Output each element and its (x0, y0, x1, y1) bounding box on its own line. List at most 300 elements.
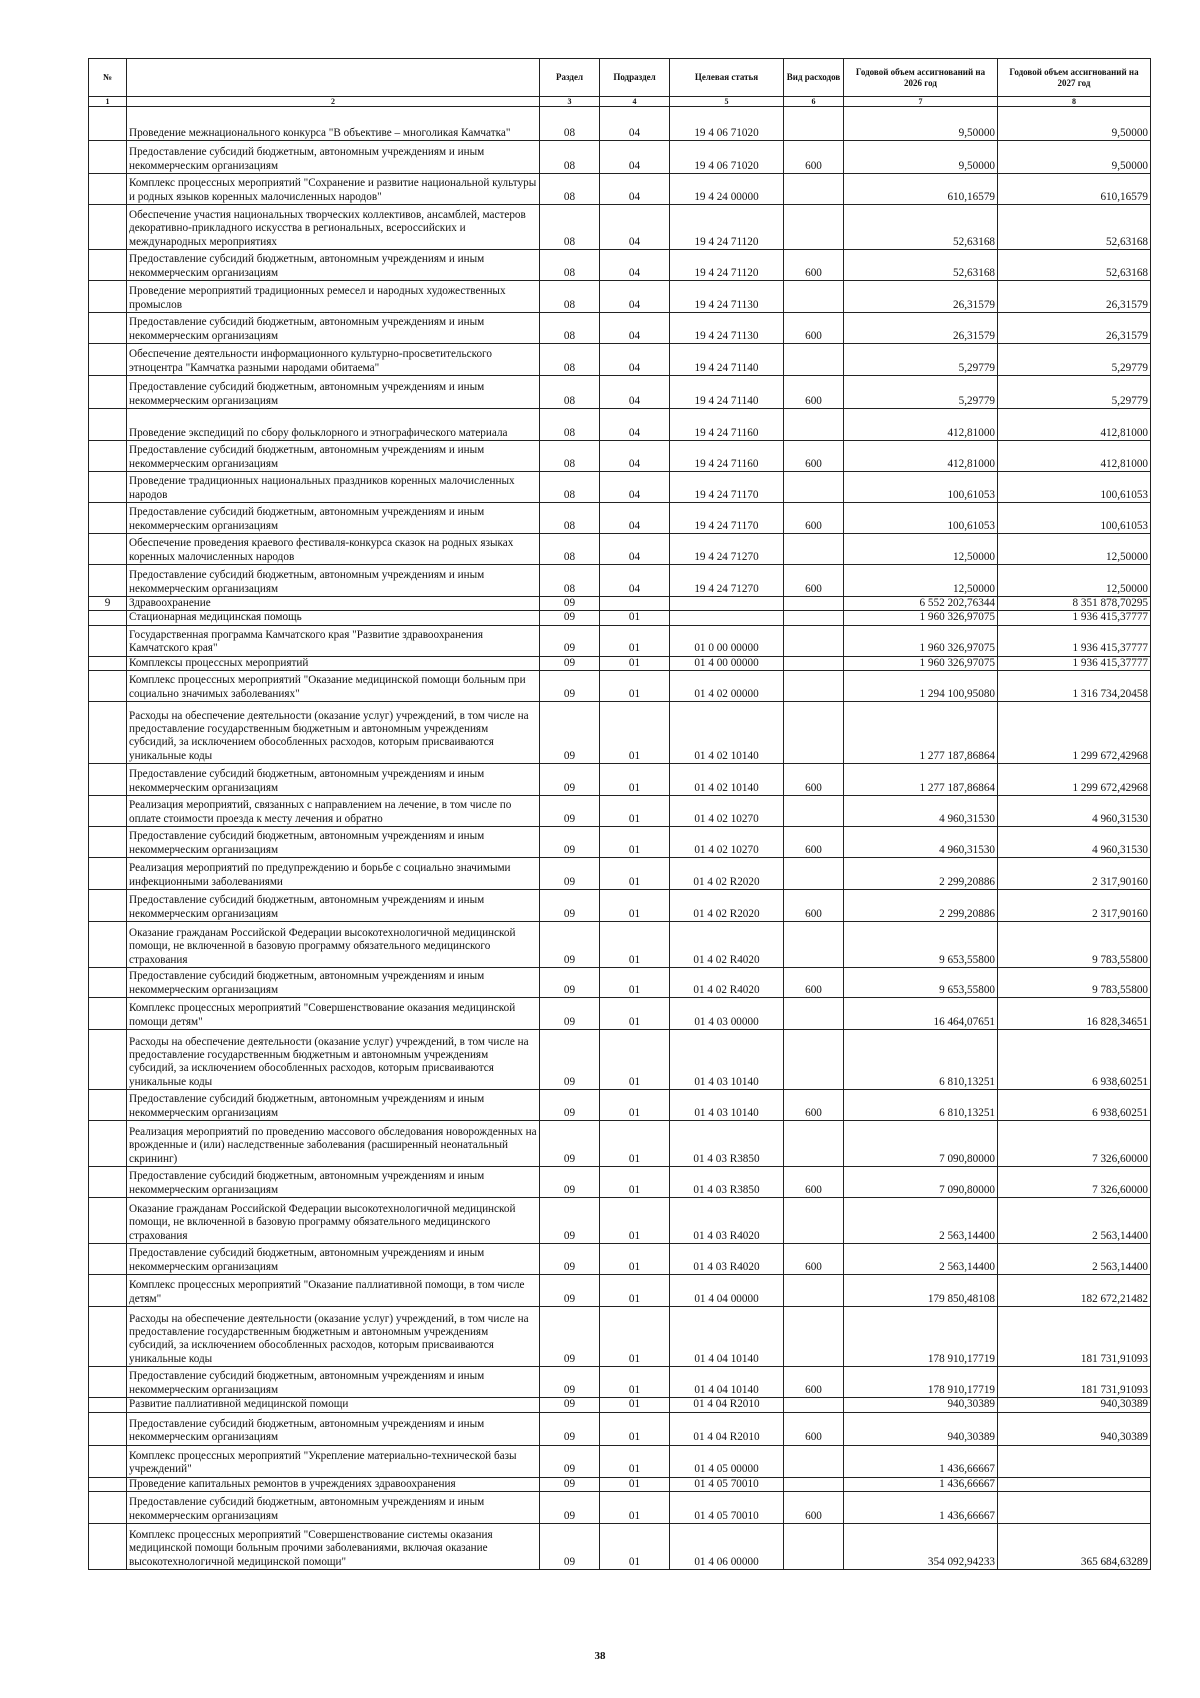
row-podrazdel: 01 (600, 1121, 670, 1167)
row-statya: 01 4 04 R2010 (670, 1412, 784, 1445)
row-vid (784, 1477, 844, 1491)
row-statya: 01 4 04 R2010 (670, 1398, 784, 1412)
row-number (89, 344, 127, 376)
row-statya: 19 4 24 71160 (670, 409, 784, 441)
row-number (89, 890, 127, 922)
row-value-2027: 9 783,55800 (998, 922, 1151, 968)
row-name: Предоставление субсидий бюджетным, автономным учреждениям и иным некоммерческим организациям (127, 968, 540, 998)
row-value-2027: 26,31579 (998, 281, 1151, 313)
row-value-2026: 1 436,66667 (844, 1492, 998, 1524)
row-razdel: 08 (540, 281, 600, 313)
row-value-2026: 9 653,55800 (844, 922, 998, 968)
table-row (89, 174, 1151, 205)
row-value-2027: 5,29779 (998, 344, 1151, 376)
row-vid: 600 (784, 827, 844, 858)
row-name: Реализация мероприятий по проведению массового обследования новорожденных на врожденные и (или) наследственные заболевания (расширенный неонатальный скрининг) (127, 1121, 540, 1167)
row-razdel: 09 (540, 1492, 600, 1524)
row-value-2026: 2 299,20886 (844, 858, 998, 890)
row-vid (784, 1307, 844, 1367)
row-value-2027: 6 938,60251 (998, 1030, 1151, 1090)
col-header-name (127, 59, 540, 97)
row-vid (784, 107, 844, 141)
row-statya: 01 4 05 00000 (670, 1445, 784, 1477)
col-number-3: 3 (540, 97, 600, 107)
col-header-statya: Целевая статья (670, 59, 784, 97)
row-value-2027: 181 731,91093 (998, 1307, 1151, 1367)
row-razdel: 09 (540, 1275, 600, 1307)
table-row (89, 205, 1151, 250)
row-podrazdel: 04 (600, 250, 670, 281)
table-row (89, 1090, 1151, 1121)
row-number (89, 1275, 127, 1307)
row-statya: 01 0 00 00000 (670, 625, 784, 656)
row-vid (784, 344, 844, 376)
row-value-2026: 7 090,80000 (844, 1121, 998, 1167)
row-value-2027 (998, 1492, 1151, 1524)
row-vid: 600 (784, 968, 844, 998)
header-numbers-row (89, 97, 1151, 107)
row-statya: 01 4 03 R4020 (670, 1244, 784, 1275)
row-podrazdel: 04 (600, 313, 670, 344)
row-statya: 01 4 02 00000 (670, 671, 784, 702)
table-row (89, 1398, 1151, 1412)
table-row (89, 250, 1151, 281)
row-podrazdel: 04 (600, 141, 670, 174)
row-statya: 19 4 24 71130 (670, 281, 784, 313)
row-name: Государственная программа Камчатского края "Развитие здравоохранения Камчатского края" (127, 625, 540, 656)
row-vid (784, 534, 844, 565)
row-statya: 01 4 00 00000 (670, 656, 784, 670)
row-number (89, 702, 127, 764)
table-row (89, 344, 1151, 376)
row-vid (784, 174, 844, 205)
row-statya: 19 4 24 71170 (670, 472, 784, 503)
row-value-2026: 940,30389 (844, 1412, 998, 1445)
col-number-1: 1 (89, 97, 127, 107)
row-value-2027: 1 299 672,42968 (998, 702, 1151, 764)
row-value-2027: 52,63168 (998, 250, 1151, 281)
table-row (89, 597, 1151, 611)
row-statya: 01 4 05 70010 (670, 1477, 784, 1491)
row-value-2027: 412,81000 (998, 441, 1151, 472)
row-number (89, 1307, 127, 1367)
row-value-2027: 6 938,60251 (998, 1090, 1151, 1121)
table-row (89, 1030, 1151, 1090)
row-value-2026: 1 294 100,95080 (844, 671, 998, 702)
row-value-2026: 16 464,07651 (844, 998, 998, 1030)
table-row (89, 376, 1151, 409)
row-statya: 19 4 24 71130 (670, 313, 784, 344)
row-podrazdel: 01 (600, 611, 670, 625)
row-value-2026: 1 960 326,97075 (844, 656, 998, 670)
row-vid: 600 (784, 1167, 844, 1198)
row-podrazdel: 01 (600, 998, 670, 1030)
row-value-2027: 182 672,21482 (998, 1275, 1151, 1307)
table-row (89, 1121, 1151, 1167)
row-vid (784, 409, 844, 441)
row-statya: 01 4 02 10270 (670, 796, 784, 827)
row-value-2027: 1 299 672,42968 (998, 764, 1151, 796)
row-value-2026: 6 552 202,76344 (844, 597, 998, 611)
row-vid (784, 998, 844, 1030)
row-razdel: 08 (540, 205, 600, 250)
row-value-2026: 9,50000 (844, 107, 998, 141)
row-razdel: 09 (540, 611, 600, 625)
row-podrazdel: 01 (600, 1445, 670, 1477)
row-number: 9 (89, 597, 127, 611)
row-razdel: 09 (540, 796, 600, 827)
row-razdel: 09 (540, 1398, 600, 1412)
row-value-2027: 5,29779 (998, 376, 1151, 409)
row-number (89, 998, 127, 1030)
row-vid: 600 (784, 764, 844, 796)
row-statya: 01 4 02 10140 (670, 702, 784, 764)
row-statya: 01 4 02 R2020 (670, 890, 784, 922)
row-vid (784, 1030, 844, 1090)
row-name: Предоставление субсидий бюджетным, автономным учреждениям и иным некоммерческим организациям (127, 827, 540, 858)
row-razdel: 08 (540, 250, 600, 281)
table-row (89, 998, 1151, 1030)
row-number (89, 472, 127, 503)
row-razdel: 09 (540, 890, 600, 922)
row-razdel: 08 (540, 174, 600, 205)
col-number-5: 5 (670, 97, 784, 107)
col-number-2: 2 (127, 97, 540, 107)
row-value-2027: 365 684,63289 (998, 1524, 1151, 1570)
row-razdel: 09 (540, 1445, 600, 1477)
row-podrazdel: 01 (600, 1030, 670, 1090)
row-value-2026: 9 653,55800 (844, 968, 998, 998)
row-value-2027: 4 960,31530 (998, 827, 1151, 858)
row-value-2027: 940,30389 (998, 1398, 1151, 1412)
row-razdel: 09 (540, 702, 600, 764)
row-value-2026: 52,63168 (844, 205, 998, 250)
row-vid: 600 (784, 1412, 844, 1445)
table-row (89, 827, 1151, 858)
row-name: Предоставление субсидий бюджетным, автономным учреждениям и иным некоммерческим организациям (127, 1367, 540, 1398)
row-statya (670, 597, 784, 611)
row-name: Обеспечение проведения краевого фестиваля-конкурса сказок на родных языках коренных малочисленных народов (127, 534, 540, 565)
row-value-2026: 2 563,14400 (844, 1198, 998, 1244)
row-razdel: 08 (540, 376, 600, 409)
row-number (89, 764, 127, 796)
row-vid (784, 1524, 844, 1570)
row-name: Стационарная медицинская помощь (127, 611, 540, 625)
row-value-2026: 26,31579 (844, 313, 998, 344)
row-vid: 600 (784, 565, 844, 597)
row-podrazdel: 01 (600, 625, 670, 656)
row-name: Проведение капитальных ремонтов в учреждениях здравоохранения (127, 1477, 540, 1491)
row-value-2027: 940,30389 (998, 1412, 1151, 1445)
row-name: Комплекс процессных мероприятий "Совершенствование оказания медицинской помощи детям" (127, 998, 540, 1030)
table-row (89, 1445, 1151, 1477)
row-name: Оказание гражданам Российской Федерации высокотехнологичной медицинской помощи, не включенной в базовую программу обязательного медицинского страхования (127, 1198, 540, 1244)
row-podrazdel: 01 (600, 858, 670, 890)
col-number-4: 4 (600, 97, 670, 107)
row-number (89, 611, 127, 625)
table-row (89, 968, 1151, 998)
row-value-2026: 9,50000 (844, 141, 998, 174)
row-statya: 01 4 03 10140 (670, 1090, 784, 1121)
row-number (89, 1198, 127, 1244)
row-number (89, 1492, 127, 1524)
row-value-2026: 1 277 187,86864 (844, 764, 998, 796)
row-podrazdel: 01 (600, 1275, 670, 1307)
row-podrazdel: 01 (600, 968, 670, 998)
row-value-2026: 2 299,20886 (844, 890, 998, 922)
row-statya: 01 4 03 10140 (670, 1030, 784, 1090)
row-number (89, 1398, 127, 1412)
row-number (89, 141, 127, 174)
row-number (89, 656, 127, 670)
row-value-2026: 1 277 187,86864 (844, 702, 998, 764)
row-name: Предоставление субсидий бюджетным, автономным учреждениям и иным некоммерческим организациям (127, 503, 540, 534)
row-value-2027: 9 783,55800 (998, 968, 1151, 998)
table-row (89, 1307, 1151, 1367)
table-row (89, 565, 1151, 597)
row-statya: 19 4 24 71140 (670, 344, 784, 376)
row-podrazdel: 01 (600, 922, 670, 968)
row-value-2027: 26,31579 (998, 313, 1151, 344)
row-vid (784, 922, 844, 968)
row-vid (784, 796, 844, 827)
table-row (89, 313, 1151, 344)
row-podrazdel: 01 (600, 827, 670, 858)
row-value-2027: 9,50000 (998, 141, 1151, 174)
page-number: 38 (594, 1650, 606, 1662)
row-name: Проведение экспедиций по сбору фольклорного и этнографического материала (127, 409, 540, 441)
row-number (89, 1090, 127, 1121)
row-vid (784, 656, 844, 670)
row-number (89, 922, 127, 968)
row-number (89, 205, 127, 250)
table-row (89, 141, 1151, 174)
row-vid (784, 671, 844, 702)
table-row (89, 107, 1151, 141)
row-name: Предоставление субсидий бюджетным, автономным учреждениям и иным некоммерческим организациям (127, 441, 540, 472)
table-row (89, 441, 1151, 472)
row-podrazdel: 01 (600, 890, 670, 922)
row-vid (784, 702, 844, 764)
row-number (89, 968, 127, 998)
row-value-2026: 178 910,17719 (844, 1307, 998, 1367)
row-razdel: 09 (540, 597, 600, 611)
row-statya: 01 4 06 00000 (670, 1524, 784, 1570)
row-statya: 01 4 03 R4020 (670, 1198, 784, 1244)
row-value-2027: 52,63168 (998, 205, 1151, 250)
table-row (89, 890, 1151, 922)
row-value-2026: 940,30389 (844, 1398, 998, 1412)
row-name: Комплекс процессных мероприятий "Сохранение и развитие национальной культуры и родных языков коренных малочисленных народов" (127, 174, 540, 205)
row-podrazdel: 04 (600, 344, 670, 376)
row-vid (784, 1445, 844, 1477)
row-name: Предоставление субсидий бюджетным, автономным учреждениям и иным некоммерческим организациям (127, 565, 540, 597)
row-podrazdel (600, 597, 670, 611)
row-statya: 19 4 24 71140 (670, 376, 784, 409)
row-podrazdel: 04 (600, 409, 670, 441)
table-row (89, 702, 1151, 764)
table-row (89, 1492, 1151, 1524)
row-vid: 600 (784, 250, 844, 281)
row-podrazdel: 01 (600, 764, 670, 796)
table-header (89, 59, 1151, 107)
row-value-2026: 1 960 326,97075 (844, 625, 998, 656)
row-number (89, 1367, 127, 1398)
row-value-2026: 100,61053 (844, 503, 998, 534)
row-razdel: 09 (540, 656, 600, 670)
row-statya: 01 4 02 R4020 (670, 922, 784, 968)
row-number (89, 534, 127, 565)
row-statya: 01 4 03 00000 (670, 998, 784, 1030)
row-statya: 19 4 24 71160 (670, 441, 784, 472)
row-name: Комплекс процессных мероприятий "Укрепление материально-технической базы учреждений" (127, 1445, 540, 1477)
row-razdel: 09 (540, 671, 600, 702)
row-razdel: 09 (540, 1307, 600, 1367)
col-header-razdel: Раздел (540, 59, 600, 97)
row-statya: 01 4 03 R3850 (670, 1121, 784, 1167)
row-name: Проведение традиционных национальных праздников коренных малочисленных народов (127, 472, 540, 503)
row-value-2026: 2 563,14400 (844, 1244, 998, 1275)
row-vid (784, 611, 844, 625)
row-value-2027: 4 960,31530 (998, 796, 1151, 827)
row-razdel: 09 (540, 1121, 600, 1167)
row-razdel: 08 (540, 409, 600, 441)
row-value-2027: 610,16579 (998, 174, 1151, 205)
table-row (89, 1477, 1151, 1491)
row-value-2027: 2 317,90160 (998, 890, 1151, 922)
row-statya: 01 4 02 10140 (670, 764, 784, 796)
row-vid (784, 472, 844, 503)
row-value-2027: 1 316 734,20458 (998, 671, 1151, 702)
col-number-7: 7 (844, 97, 998, 107)
row-name: Комплекс процессных мероприятий "Оказание медицинской помощи больным при социально значимых заболеваниях" (127, 671, 540, 702)
row-vid: 600 (784, 141, 844, 174)
row-name: Предоставление субсидий бюджетным, автономным учреждениям и иным некоммерческим организациям (127, 313, 540, 344)
row-name: Расходы на обеспечение деятельности (оказание услуг) учреждений, в том числе на предоставление государственным бюджетным и автономным учреждениям субсидий, за исключением обособленных расходов, которым присваиваются уникальные коды (127, 1307, 540, 1367)
table-row (89, 858, 1151, 890)
row-value-2027 (998, 1477, 1151, 1491)
table-row (89, 611, 1151, 625)
row-podrazdel: 04 (600, 534, 670, 565)
table-row (89, 1244, 1151, 1275)
row-vid (784, 1198, 844, 1244)
row-vid (784, 625, 844, 656)
row-vid: 600 (784, 313, 844, 344)
row-number (89, 250, 127, 281)
row-name: Обеспечение участия национальных творческих коллективов, ансамблей, мастеров декоративно-прикладного искусства в региональных, всероссийских и международных мероприятиях (127, 205, 540, 250)
row-value-2026: 412,81000 (844, 409, 998, 441)
row-podrazdel: 01 (600, 1412, 670, 1445)
row-number (89, 1167, 127, 1198)
row-razdel: 08 (540, 565, 600, 597)
table-row (89, 472, 1151, 503)
row-razdel: 08 (540, 141, 600, 174)
row-number (89, 827, 127, 858)
row-statya: 19 4 06 71020 (670, 107, 784, 141)
row-number (89, 503, 127, 534)
col-header-2027: Годовой объем ассигнований на 2027 год (998, 59, 1151, 97)
row-name: Комплексы процессных мероприятий (127, 656, 540, 670)
row-value-2026: 26,31579 (844, 281, 998, 313)
row-vid: 600 (784, 1090, 844, 1121)
row-name: Предоставление субсидий бюджетным, автономным учреждениям и иным некоммерческим организациям (127, 1090, 540, 1121)
row-vid: 600 (784, 890, 844, 922)
row-razdel: 08 (540, 472, 600, 503)
row-podrazdel: 04 (600, 174, 670, 205)
table-row (89, 1167, 1151, 1198)
row-name: Реализация мероприятий по предупреждению и борьбе с социально значимыми инфекционными заболеваниями (127, 858, 540, 890)
row-vid (784, 597, 844, 611)
row-vid (784, 281, 844, 313)
row-value-2026: 12,50000 (844, 534, 998, 565)
col-header-vid: Вид расходов (784, 59, 844, 97)
row-razdel: 09 (540, 1367, 600, 1398)
row-number (89, 625, 127, 656)
row-razdel: 09 (540, 968, 600, 998)
row-razdel: 09 (540, 827, 600, 858)
row-number (89, 1030, 127, 1090)
row-name: Предоставление субсидий бюджетным, автономным учреждениям и иным некоммерческим организациям (127, 376, 540, 409)
col-number-8: 8 (998, 97, 1151, 107)
row-statya: 19 4 24 71120 (670, 250, 784, 281)
row-value-2026: 4 960,31530 (844, 827, 998, 858)
row-razdel: 09 (540, 625, 600, 656)
table-row (89, 1198, 1151, 1244)
row-value-2027: 100,61053 (998, 472, 1151, 503)
row-statya: 19 4 06 71020 (670, 141, 784, 174)
table-row (89, 656, 1151, 670)
row-razdel: 09 (540, 858, 600, 890)
row-number (89, 796, 127, 827)
row-value-2026: 610,16579 (844, 174, 998, 205)
row-statya: 01 4 03 R3850 (670, 1167, 784, 1198)
row-number (89, 671, 127, 702)
row-statya: 01 4 05 70010 (670, 1492, 784, 1524)
col-header-2026: Годовой объем ассигнований на 2026 год (844, 59, 998, 97)
row-number (89, 858, 127, 890)
row-statya: 19 4 24 71170 (670, 503, 784, 534)
row-vid (784, 1275, 844, 1307)
row-razdel: 09 (540, 1167, 600, 1198)
row-razdel: 09 (540, 1524, 600, 1570)
row-vid: 600 (784, 441, 844, 472)
row-podrazdel: 01 (600, 702, 670, 764)
row-razdel: 08 (540, 503, 600, 534)
row-number (89, 376, 127, 409)
row-value-2027: 2 563,14400 (998, 1244, 1151, 1275)
row-razdel: 09 (540, 764, 600, 796)
row-podrazdel: 04 (600, 441, 670, 472)
row-razdel: 08 (540, 534, 600, 565)
row-podrazdel: 01 (600, 671, 670, 702)
row-number (89, 1121, 127, 1167)
col-header-podrazdel: Подраздел (600, 59, 670, 97)
header-row (89, 59, 1151, 97)
row-statya: 01 4 02 10270 (670, 827, 784, 858)
table-row (89, 281, 1151, 313)
row-value-2026: 6 810,13251 (844, 1090, 998, 1121)
row-value-2026: 412,81000 (844, 441, 998, 472)
row-razdel: 08 (540, 107, 600, 141)
row-number (89, 1244, 127, 1275)
table-row (89, 503, 1151, 534)
row-name: Оказание гражданам Российской Федерации высокотехнологичной медицинской помощи, не включенной в базовую программу обязательного медицинского страхования (127, 922, 540, 968)
row-name: Обеспечение деятельности информационного культурно-просветительского этноцентра "Камчатка разными народами обитаема" (127, 344, 540, 376)
row-vid: 600 (784, 1367, 844, 1398)
row-number (89, 1412, 127, 1445)
row-number (89, 565, 127, 597)
row-value-2026: 12,50000 (844, 565, 998, 597)
